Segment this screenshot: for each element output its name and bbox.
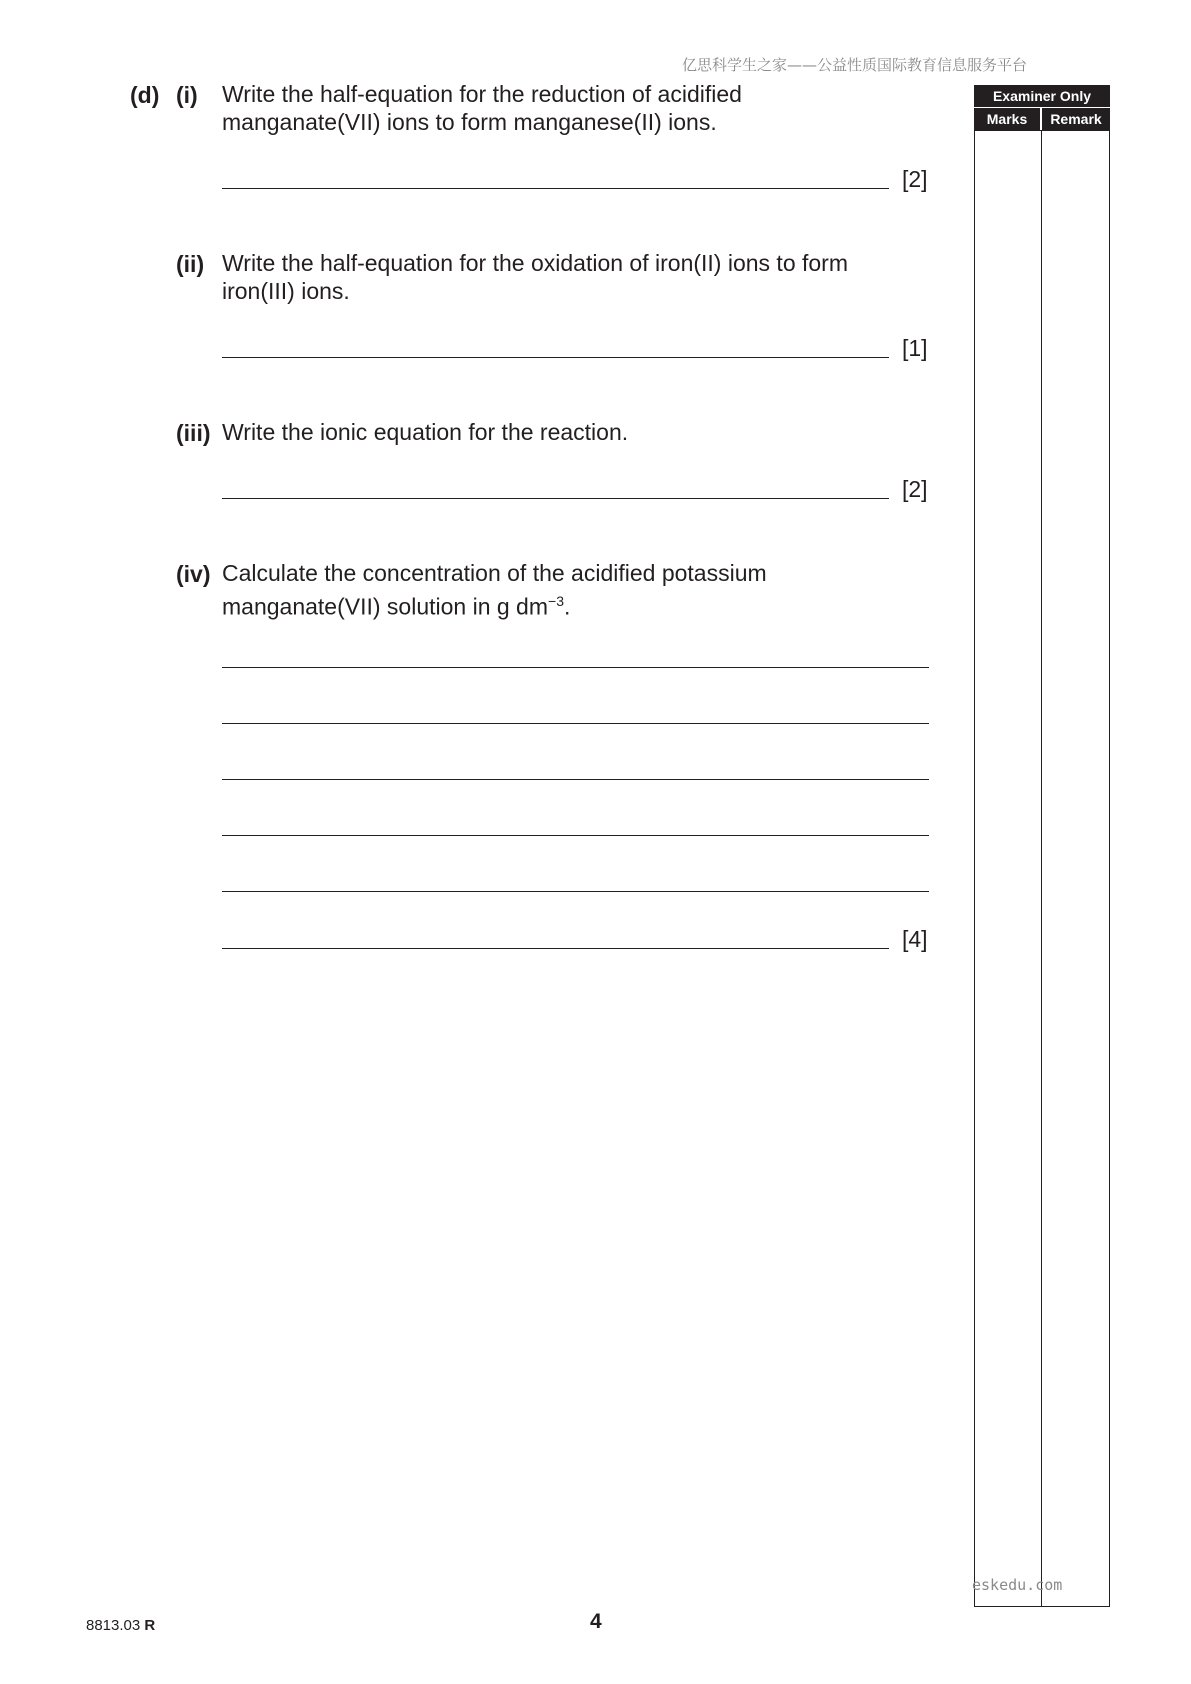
answer-line-iii[interactable] [222, 498, 889, 499]
page-number: 4 [590, 1610, 602, 1633]
answer-line-iv-6[interactable] [222, 948, 889, 949]
marks-ii: [1] [902, 335, 928, 361]
question-i-text: Write the half-equation for the reduction of acidified manganate(VII) ions to form manganese(II) ions. [222, 81, 742, 135]
marks-column-header: Marks [974, 108, 1040, 130]
marks-i: [2] [902, 166, 928, 192]
part-d-label: (d) [130, 82, 160, 108]
question-iii-label: (iii) [176, 420, 211, 446]
question-i-label: (i) [176, 82, 198, 108]
watermark-text: 亿思科学生之家——公益性质国际教育信息服务平台 [682, 56, 1028, 74]
remark-column [1041, 130, 1110, 1607]
answer-line-iv-4[interactable] [222, 835, 929, 836]
remark-column-header: Remark [1042, 108, 1110, 130]
answer-line-iv-3[interactable] [222, 779, 929, 780]
answer-line-iv-2[interactable] [222, 723, 929, 724]
question-iv-text: Calculate the concentration of the acidified potassium manganate(VII) solution in g $dm^{-3}$. [222, 560, 767, 620]
site-watermark: eskedu.com [972, 1576, 1063, 1594]
question-ii-label: (ii) [176, 251, 205, 277]
paper-code: 8813.03 R [86, 1617, 156, 1634]
answer-line-ii[interactable] [222, 357, 889, 358]
examiner-only-header: Examiner Only [974, 85, 1110, 107]
answer-line-i[interactable] [222, 188, 889, 189]
marks-iii: [2] [902, 476, 928, 502]
question-ii-text: Write the half-equation for the oxidation of iron(II) ions to form iron(III) ions. [222, 250, 848, 304]
question-iii-text: Write the ionic equation for the reaction. [222, 419, 629, 445]
answer-line-iv-1[interactable] [222, 667, 929, 668]
question-iv-label: (iv) [176, 561, 211, 587]
marks-column [974, 130, 1042, 1607]
answer-line-iv-5[interactable] [222, 891, 929, 892]
marks-iv: [4] [902, 926, 928, 952]
